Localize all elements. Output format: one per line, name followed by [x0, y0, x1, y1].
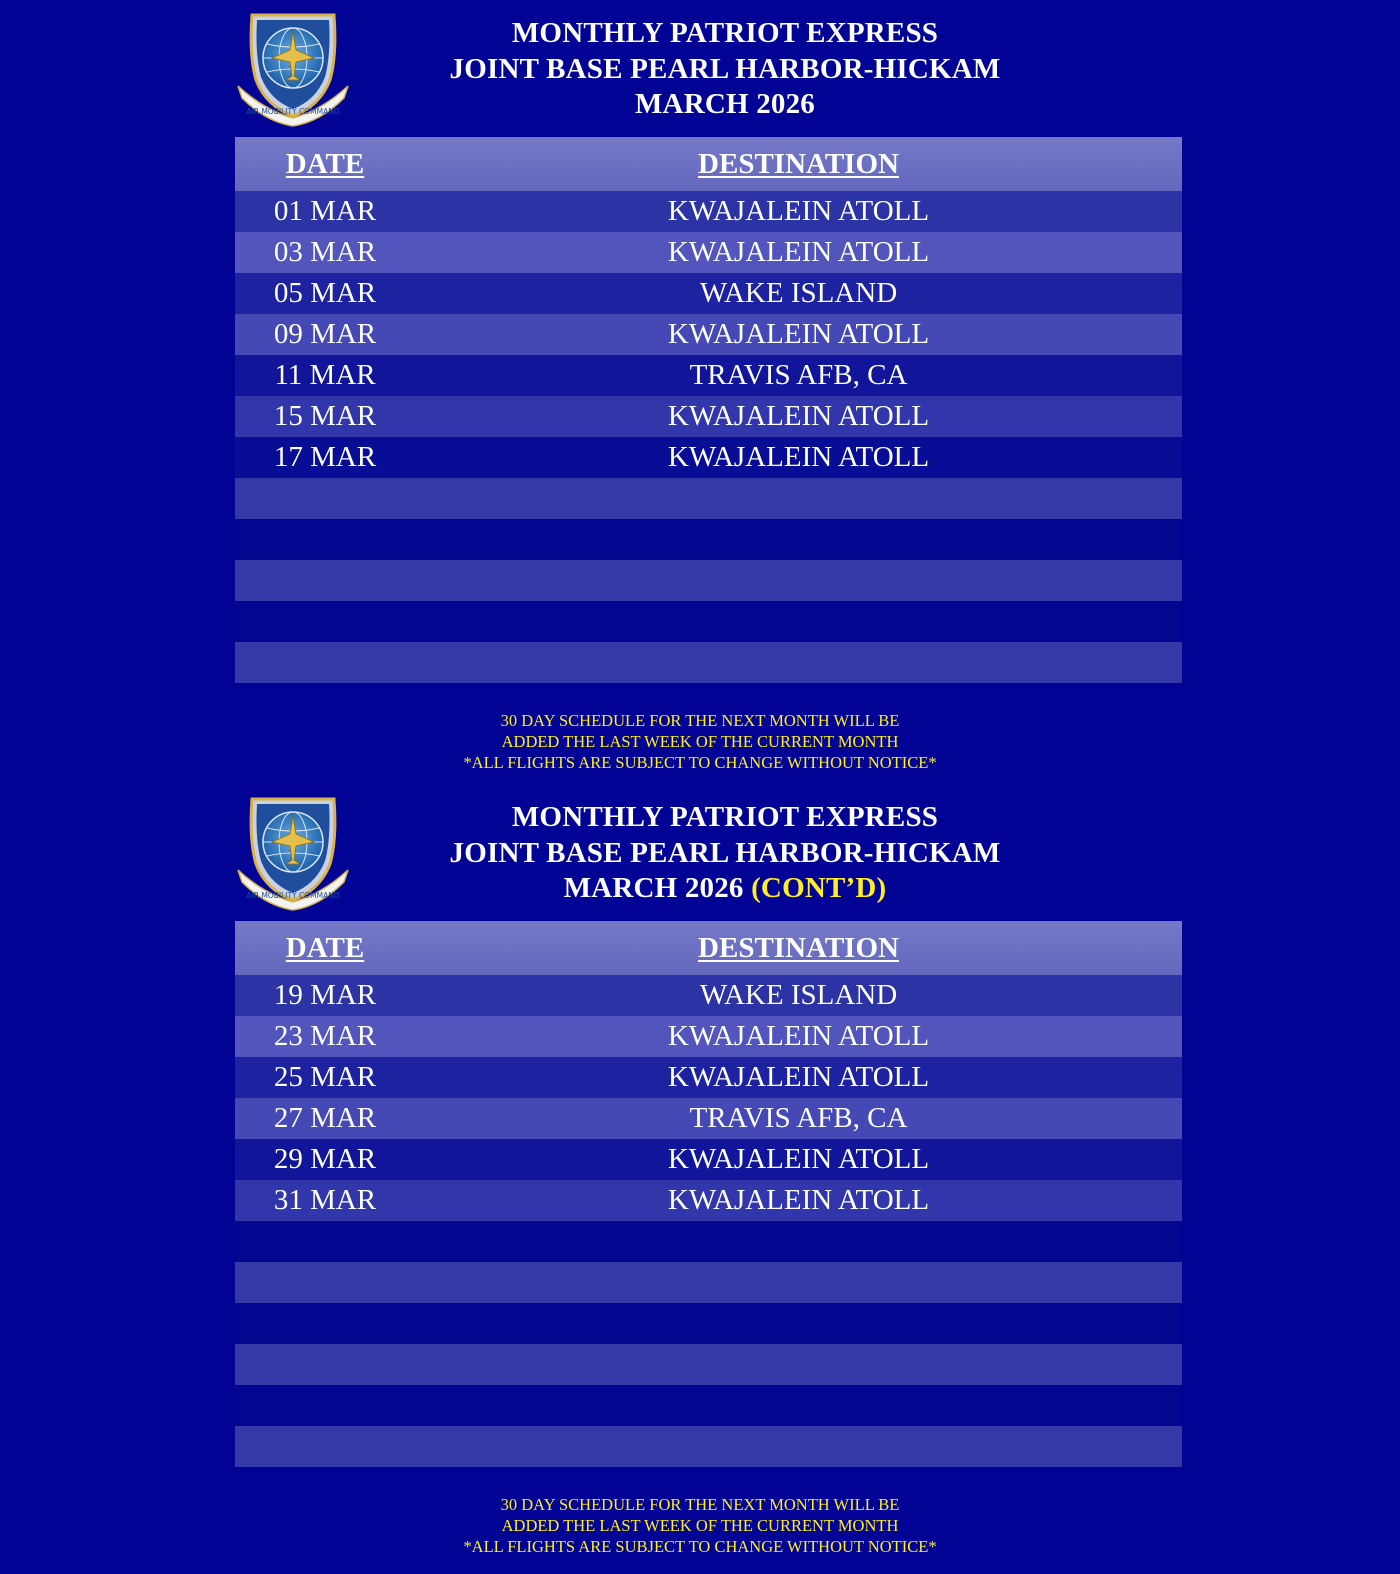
table-row [235, 1180, 1182, 1221]
flight-destination: KWAJALEIN ATOLL [667, 400, 930, 432]
notice-line-1: 30 DAY SCHEDULE FOR THE NEXT MONTH WILL BE [500, 1495, 900, 1514]
title-line-2: JOINT BASE PEARL HARBOR-HICKAM [449, 836, 1001, 869]
table-row [235, 1139, 1182, 1180]
flight-schedule-table [235, 921, 1182, 1467]
schedule-section-2 [0, 784, 1400, 1568]
table-row [235, 1057, 1182, 1098]
flight-destination: TRAVIS AFB, CA [689, 359, 908, 391]
table-row [235, 1098, 1182, 1139]
svg-text:AIR MOBILITY COMMAND: AIR MOBILITY COMMAND [246, 107, 340, 116]
svg-text:AIR MOBILITY COMMAND: AIR MOBILITY COMMAND [246, 891, 340, 900]
notice-line-3: *ALL FLIGHTS ARE SUBJECT TO CHANGE WITHOUT NOTICE* [463, 753, 937, 772]
title-line-2: JOINT BASE PEARL HARBOR-HICKAM [449, 52, 1001, 85]
flight-schedule-table [235, 137, 1182, 683]
air-mobility-command-shield-icon [234, 10, 351, 127]
table-row [235, 478, 1182, 519]
title-continued-label: (CONT’D) [751, 872, 887, 904]
table-row [235, 1016, 1182, 1057]
table-row [235, 642, 1182, 683]
table-header-row [235, 921, 1182, 975]
table-row [235, 519, 1182, 560]
schedule-title [350, 16, 1100, 123]
schedule-section-1 [0, 0, 1400, 784]
notice-line-2: ADDED THE LAST WEEK OF THE CURRENT MONTH [501, 1516, 899, 1535]
schedule-title [350, 800, 1100, 907]
schedule-notice [350, 710, 1050, 773]
flight-destination: KWAJALEIN ATOLL [667, 1184, 930, 1216]
flight-destination: TRAVIS AFB, CA [689, 1102, 908, 1134]
flight-date: 29 MAR [273, 1143, 377, 1175]
table-row [235, 1426, 1182, 1467]
column-header-date: DATE [285, 147, 365, 180]
table-row [235, 1262, 1182, 1303]
notice-line-2: ADDED THE LAST WEEK OF THE CURRENT MONTH [501, 732, 899, 751]
title-line-1: MONTHLY PATRIOT EXPRESS [511, 801, 939, 833]
flight-destination: KWAJALEIN ATOLL [667, 195, 930, 227]
table-row [235, 975, 1182, 1016]
column-header-destination: DESTINATION [698, 931, 899, 964]
table-row [235, 191, 1182, 232]
table-header-row [235, 137, 1182, 191]
table-row [235, 1385, 1182, 1426]
flight-date: 03 MAR [273, 236, 377, 268]
flight-destination: KWAJALEIN ATOLL [667, 1143, 930, 1175]
flight-date: 23 MAR [273, 1020, 377, 1052]
flight-destination: WAKE ISLAND [699, 979, 898, 1011]
notice-line-3: *ALL FLIGHTS ARE SUBJECT TO CHANGE WITHOUT NOTICE* [463, 1537, 937, 1556]
flight-date: 11 MAR [274, 359, 376, 391]
table-row [235, 1303, 1182, 1344]
flight-destination: KWAJALEIN ATOLL [667, 318, 930, 350]
flight-date: 19 MAR [273, 979, 377, 1011]
flight-date: 01 MAR [273, 195, 377, 227]
flight-date: 27 MAR [273, 1102, 377, 1134]
flight-date: 15 MAR [273, 400, 377, 432]
table-row [235, 1221, 1182, 1262]
table-row [235, 1344, 1182, 1385]
title-line-3 [350, 871, 1100, 907]
flight-date: 17 MAR [273, 441, 377, 473]
title-line-1: MONTHLY PATRIOT EXPRESS [511, 17, 939, 49]
notice-line-1: 30 DAY SCHEDULE FOR THE NEXT MONTH WILL BE [500, 711, 900, 730]
column-header-date: DATE [285, 931, 365, 964]
air-mobility-command-shield-icon [234, 794, 351, 911]
title-month: MARCH 2026 [563, 872, 744, 904]
flight-destination: KWAJALEIN ATOLL [667, 1061, 930, 1093]
flight-date: 09 MAR [273, 318, 377, 350]
table-row [235, 560, 1182, 601]
flight-date: 31 MAR [273, 1184, 377, 1216]
table-row [235, 601, 1182, 642]
flight-date: 05 MAR [273, 277, 377, 309]
flight-destination: WAKE ISLAND [699, 277, 898, 309]
flight-destination: KWAJALEIN ATOLL [667, 1020, 930, 1052]
column-header-destination: DESTINATION [698, 147, 899, 180]
table-row [235, 355, 1182, 396]
table-row [235, 273, 1182, 314]
table-row [235, 232, 1182, 273]
table-row [235, 314, 1182, 355]
title-line-3 [350, 87, 1100, 123]
flight-destination: KWAJALEIN ATOLL [667, 441, 930, 473]
table-row [235, 396, 1182, 437]
flight-date: 25 MAR [273, 1061, 377, 1093]
title-month: MARCH 2026 [634, 88, 815, 120]
schedule-notice [350, 1494, 1050, 1557]
table-row [235, 437, 1182, 478]
flight-destination: KWAJALEIN ATOLL [667, 236, 930, 268]
